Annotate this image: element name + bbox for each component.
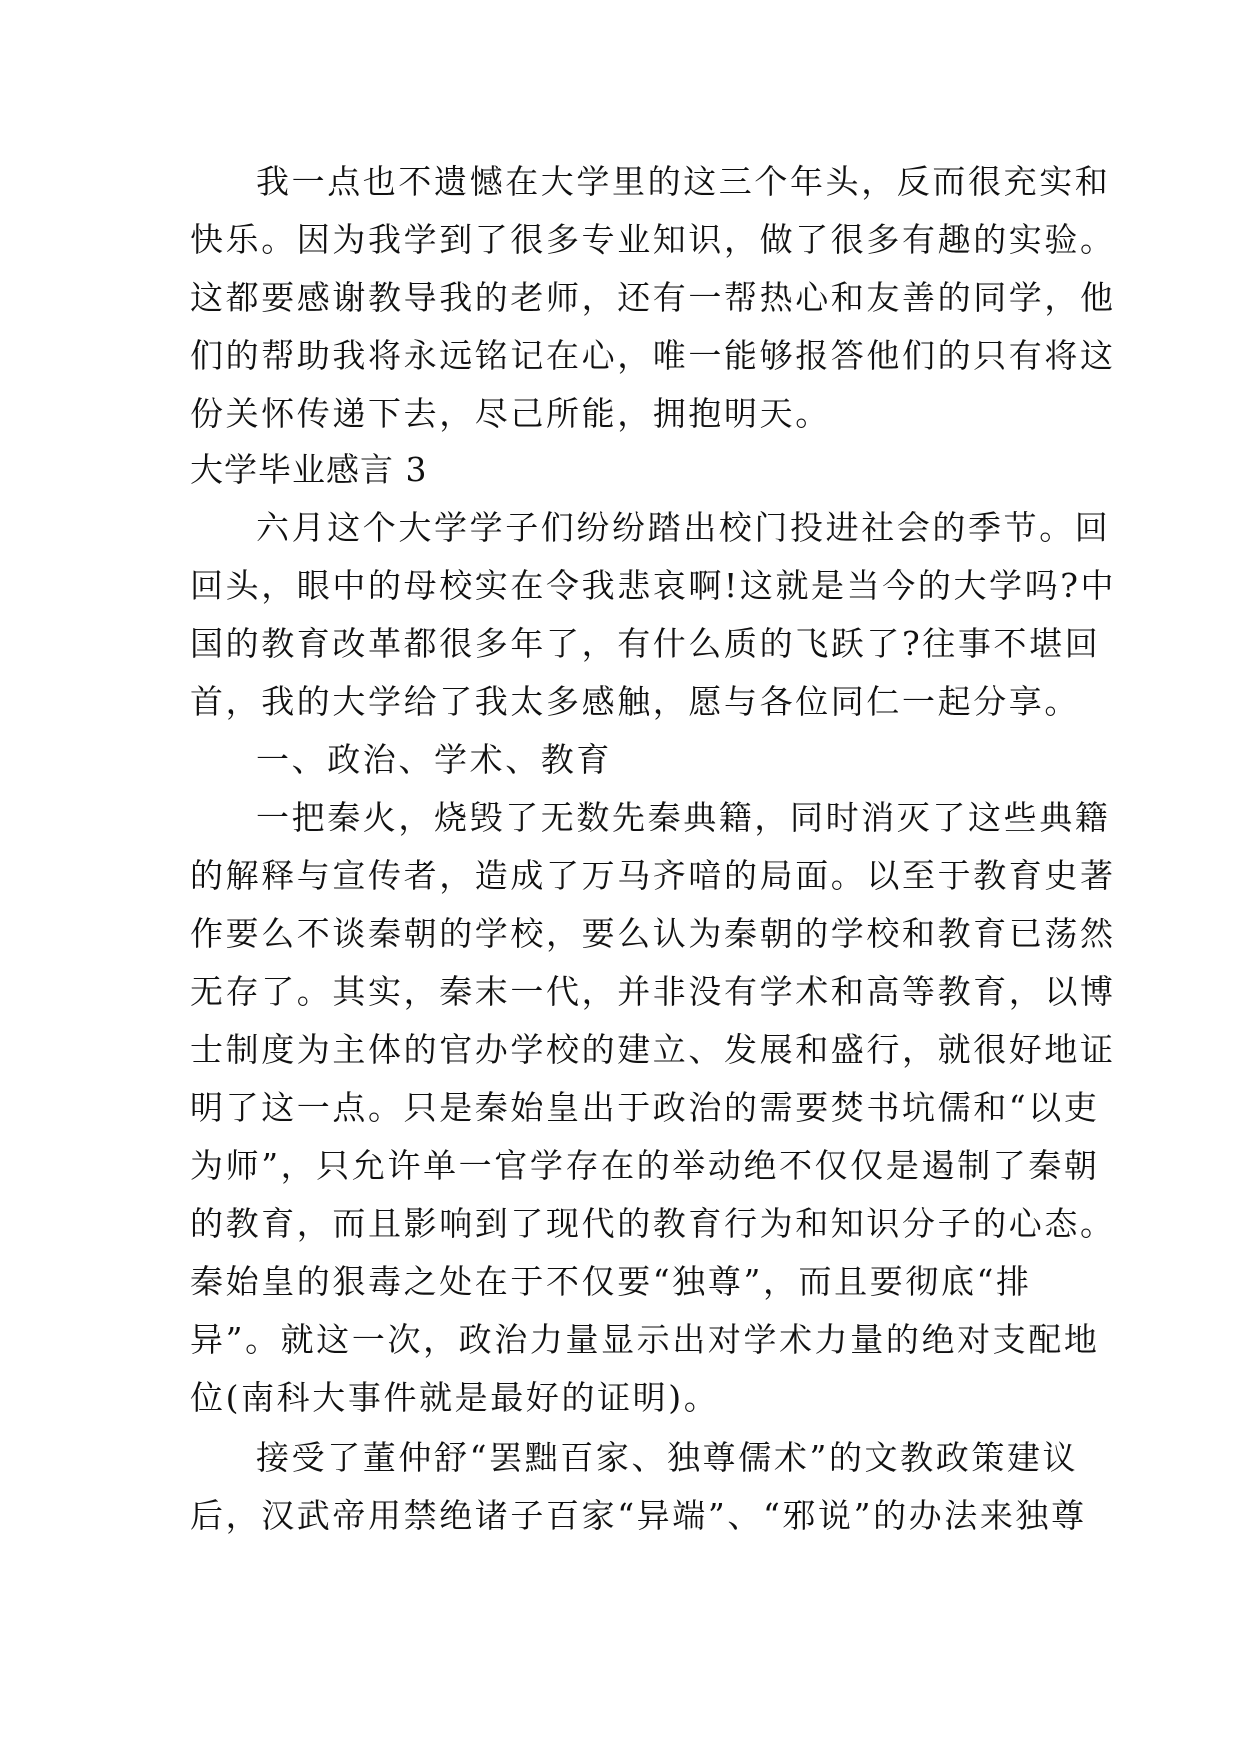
text-line: 的解释与宣传者，造成了万马齐喑的局面。以至于教育史著 bbox=[190, 856, 1116, 895]
text-line: 秦始皇的狠毒之处在于不仅要“独尊”，而且要彻底“排 bbox=[190, 1262, 1032, 1301]
text-line: 无存了。其实，秦末一代，并非没有学术和高等教育，以博 bbox=[190, 972, 1116, 1011]
text-line: 作要么不谈秦朝的学校，要么认为秦朝的学校和教育已荡然 bbox=[190, 914, 1116, 953]
text-line: 国的教育改革都很多年了，有什么质的飞跃了?往事不堪回 bbox=[190, 624, 1101, 663]
text-line: 份关怀传递下去，尽己所能，拥抱明天。 bbox=[190, 394, 831, 433]
text-line: 六月这个大学学子们纷纷踏出校门投进社会的季节。回 bbox=[256, 508, 1111, 547]
text-line: 接受了董仲舒“罢黜百家、独尊儒术”的文教政策建议 bbox=[256, 1438, 1079, 1477]
text-line: 快乐。因为我学到了很多专业知识，做了很多有趣的实验。 bbox=[190, 220, 1116, 259]
text-line: 这都要感谢教导我的老师，还有一帮热心和友善的同学，他 bbox=[190, 278, 1116, 317]
text-line: 我一点也不遗憾在大学里的这三个年头，反而很充实和 bbox=[256, 162, 1111, 201]
text-line: 为师”，只允许单一官学存在的举动绝不仅仅是遏制了秦朝 bbox=[190, 1146, 1100, 1185]
section-title: 大学毕业感言 3 bbox=[190, 450, 428, 489]
text-line: 们的帮助我将永远铭记在心，唯一能够报答他们的只有将这 bbox=[190, 336, 1116, 375]
text-line: 回头，眼中的母校实在令我悲哀啊!这就是当今的大学吗?中 bbox=[190, 566, 1117, 605]
text-line: 士制度为主体的官办学校的建立、发展和盛行，就很好地证 bbox=[190, 1030, 1116, 1069]
text-line: 异”。就这一次，政治力量显示出对学术力量的绝对支配地 bbox=[190, 1320, 1100, 1359]
text-line: 后，汉武帝用禁绝诸子百家“异端”、“邪说”的办法来独尊 bbox=[190, 1496, 1087, 1535]
text-line: 明了这一点。只是秦始皇出于政治的需要焚书坑儒和“以吏 bbox=[190, 1088, 1100, 1127]
text-line: 位(南科大事件就是最好的证明)。 bbox=[190, 1378, 720, 1417]
text-line: 的教育，而且影响到了现代的教育行为和知识分子的心态。 bbox=[190, 1204, 1116, 1243]
subheading: 一、政治、学术、教育 bbox=[256, 740, 612, 779]
text-line: 一把秦火，烧毁了无数先秦典籍，同时消灭了这些典籍 bbox=[256, 798, 1111, 837]
text-line: 首，我的大学给了我太多感触，愿与各位同仁一起分享。 bbox=[190, 682, 1080, 721]
